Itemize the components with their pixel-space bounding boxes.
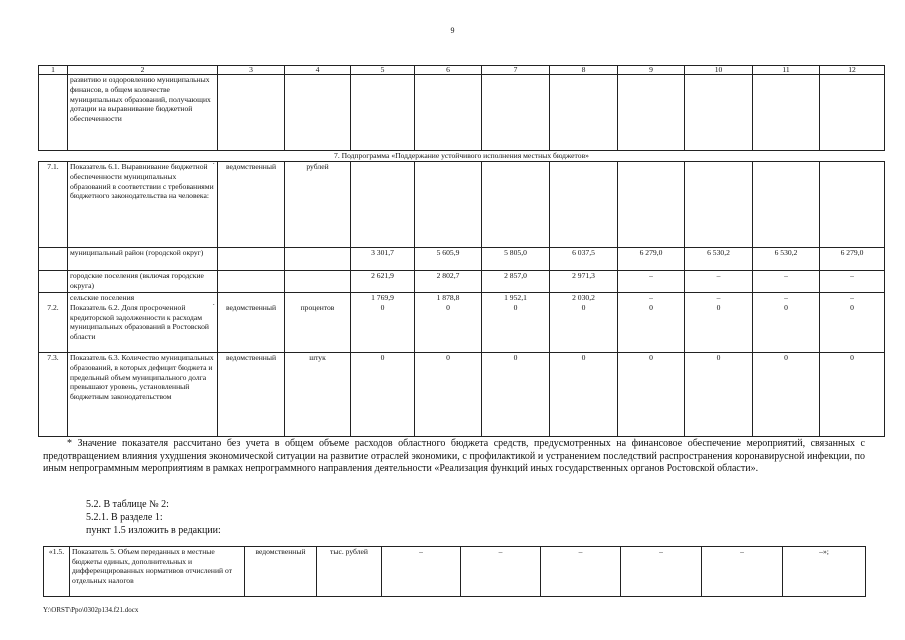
value-cell: 0	[513, 302, 518, 312]
value-cell: 0	[446, 302, 450, 312]
value-cell: 1 952,1	[504, 293, 527, 302]
header-cell: 11	[753, 66, 820, 75]
value-cell: –	[753, 271, 820, 293]
unit-cell: штук	[285, 353, 351, 437]
value-cell: 2 857,0	[482, 271, 550, 293]
paragraph: 5.2.1. В разделе 1:	[86, 512, 163, 523]
amended-row-table	[43, 546, 866, 597]
value-cell: 6 530,2	[685, 248, 753, 271]
subprogram-title-row	[39, 151, 885, 162]
row-label: сельские поселения	[70, 293, 135, 302]
header-cell: 9	[618, 66, 685, 75]
indicator-cell: Показатель 5. Объем переданных в местные бюджеты единых, дополнительных и дифференцированных нормативов отчислений от отдельных налогов	[70, 547, 245, 597]
value-cell: –	[820, 271, 885, 293]
indicator-cell: развитию и оздоровлению муниципальных финансов, в общем количестве муниципальных образований, получающих дотации на выравнивание бюджетной обеспеченности	[68, 75, 218, 151]
value-cell: 6 530,2	[753, 248, 820, 271]
value-cell: 5 605,9	[415, 248, 482, 271]
indicator-cell	[68, 293, 218, 353]
table-row	[44, 547, 866, 597]
header-cell: 3	[218, 66, 285, 75]
header-cell: 8	[550, 66, 618, 75]
value-cell: 0	[581, 302, 586, 312]
value-cell: –	[784, 293, 788, 302]
value-cell: 0	[716, 302, 721, 312]
table-row	[39, 353, 885, 437]
indicator-cell: Показатель 6.3. Количество муниципальных образований, в которых дефицит бюджета и предельный объем муниципального долга превышают уровень, установленный бюджетным законодательством	[68, 353, 218, 437]
row-number: 7.2.	[47, 303, 59, 312]
indicators-table	[38, 65, 885, 437]
value-cell: 0	[753, 353, 820, 437]
header-cell: 5	[351, 66, 415, 75]
value-cell: –	[685, 271, 753, 293]
value-cell: –	[382, 547, 461, 597]
indicator-type: ведомственный	[225, 303, 277, 312]
value-cell: 0	[784, 302, 788, 312]
value-cell: 6 279,0	[618, 248, 685, 271]
value-cell: 0	[685, 353, 753, 437]
value-cell: –	[541, 547, 621, 597]
value-cell: 0	[380, 302, 385, 312]
unit-cell: тыс. рублей	[317, 547, 382, 597]
indicator-type: ведомственный	[218, 162, 285, 248]
value-cell: 0	[618, 353, 685, 437]
indicator-type: ведомственный	[245, 547, 317, 597]
value-cell: –	[461, 547, 541, 597]
header-cell: 1	[39, 66, 68, 75]
value-cell: 0	[351, 353, 415, 437]
indicator-cell: Показатель 6.1. Выравнивание бюджетной обеспеченности муниципальных образований в соответствии с требованиями бюджетного законодательства на человека: ·	[68, 162, 218, 248]
indicator-cell: муниципальный район (городской округ)	[68, 248, 218, 271]
value-cell: 1 769,9	[371, 293, 394, 302]
subprogram-title: 7. Подпрограмма «Поддержание устойчивого исполнения местных бюджетов»	[39, 151, 885, 162]
unit-cell: рублей	[285, 162, 351, 248]
value-cell: 2 030,2	[572, 293, 595, 302]
value-cell: 1 878,8	[436, 293, 460, 302]
paragraph: пункт 1.5 изложить в редакции:	[86, 525, 221, 536]
value-cell: 0	[649, 302, 653, 312]
header-cell: 10	[685, 66, 753, 75]
header-cell: 12	[820, 66, 885, 75]
marker: ·	[212, 159, 215, 168]
marker: ·	[212, 300, 215, 309]
page-number: 9	[450, 26, 455, 35]
value-cell: 6 037,5	[550, 248, 618, 271]
value-cell: –	[621, 547, 702, 597]
footnote: * Значение показателя рассчитано без учета в общем объеме расходов областного бюджета средств, предусмотренных на финансовое обеспечение мероприятий, связанных с предотвращением влияния ухудшения экономической ситуации на развитие отраслей экономики, с профилактикой и устранением последствий распространения коронавирусной инфекции, по иным непрограммным мероприятиям в рамках непрограммного направления деятельности «Реализация функций иных государственных органов Ростовской области».	[43, 438, 865, 474]
value-cell: –	[716, 293, 721, 302]
value-cell: 6 279,0	[820, 248, 885, 271]
value-cell: 2 971,3	[550, 271, 618, 293]
table-row	[39, 75, 885, 151]
value-cell: –»;	[783, 547, 866, 597]
table-row	[39, 162, 885, 248]
value-cell: –	[850, 293, 854, 302]
table-row	[39, 293, 885, 353]
header-cell: 7	[482, 66, 550, 75]
header-cell: 6	[415, 66, 482, 75]
header-cell: 4	[285, 66, 351, 75]
value-cell: 3 301,7	[351, 248, 415, 271]
value-cell: 0	[415, 353, 482, 437]
row-label: Показатель 6.2. Доля просроченной кредиторской задолженности к расходам муниципальных образований в Ростовской области	[70, 302, 209, 342]
value-cell: –	[649, 293, 653, 302]
value-cell: –	[702, 547, 783, 597]
table-row	[39, 248, 885, 271]
table-header-row	[39, 66, 885, 75]
value-cell: –	[618, 271, 685, 293]
unit-cell: процентов	[300, 303, 335, 312]
value-cell: 2 621,9	[351, 271, 415, 293]
value-cell: 2 802,7	[415, 271, 482, 293]
header-cell: 2	[68, 66, 218, 75]
table-row	[39, 271, 885, 293]
row-number: «1.5.	[44, 547, 70, 597]
indicator-cell: городские поселения (включая городские округа)	[68, 271, 218, 293]
paragraph: 5.2. В таблице № 2:	[86, 499, 169, 510]
value-cell: 0	[850, 302, 854, 312]
value-cell: 5 805,0	[482, 248, 550, 271]
value-cell: 0	[550, 353, 618, 437]
value-cell: 0	[482, 353, 550, 437]
row-number: 7.1.	[39, 162, 68, 248]
indicator-type: ведомственный	[218, 353, 285, 437]
row-number: 7.3.	[39, 353, 68, 437]
value-cell: 0	[820, 353, 885, 437]
file-path: Y:\ORST\Ppo\0302p134.f21.docx	[43, 606, 139, 614]
